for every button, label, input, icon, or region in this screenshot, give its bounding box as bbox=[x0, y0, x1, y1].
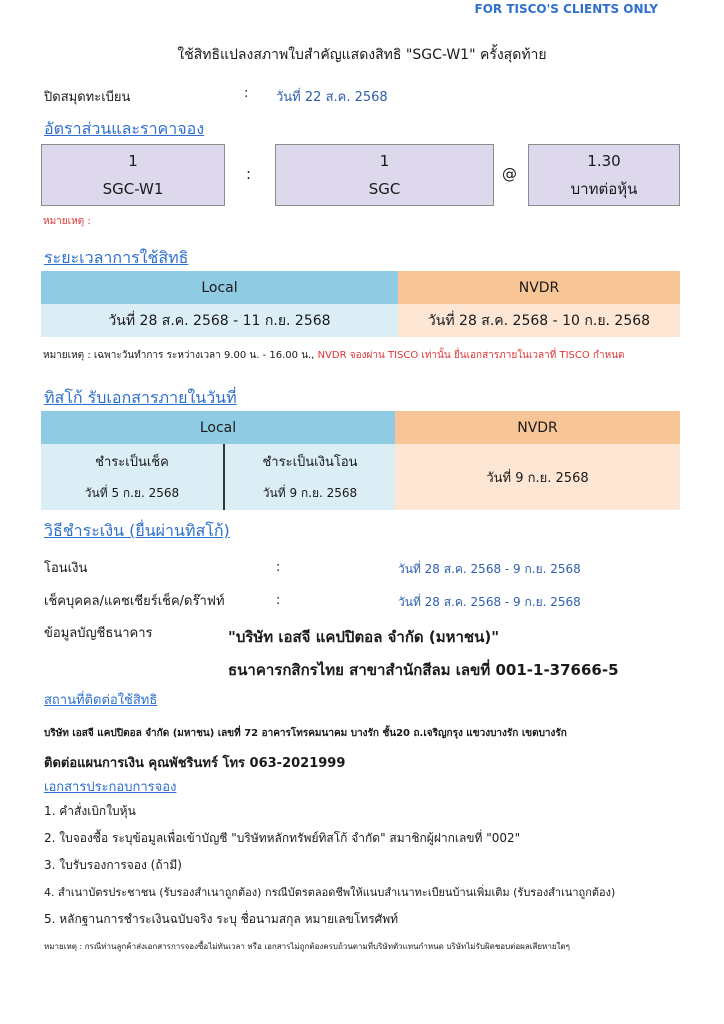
document-item-2: 2. ใบจองซื้อ ระบุข้อมูลเพื่อเข้าบัญชี "บริษัทหลักทรัพย์ทิสโก้ จำกัด" สมาชิกผู้ฝากเลขที่ "002" bbox=[44, 831, 521, 845]
period-nvdr-dates: วันที่ 28 ส.ค. 2568 - 10 ก.ย. 2568 bbox=[398, 304, 680, 337]
ratio-share-qty: 1 bbox=[379, 152, 390, 170]
period-nvdr-header: NVDR bbox=[398, 271, 680, 304]
ratio-warrant-name: SGC-W1 bbox=[102, 180, 164, 198]
payment-cheque-colon: : bbox=[276, 593, 281, 608]
ratio-note: หมายเหตุ : bbox=[43, 216, 91, 227]
deadline-table bbox=[41, 411, 680, 510]
period-heading: ระยะเวลาการใช้สิทธิ bbox=[44, 248, 189, 267]
contact-heading: สถานที่ติดต่อใช้สิทธิ bbox=[44, 693, 158, 708]
ratio-price-unit: บาทต่อหุ้น bbox=[570, 180, 638, 198]
ratio-warrant-box bbox=[41, 144, 225, 206]
deadline-heading: ทิสโก้ รับเอกสารภายในวันที่ bbox=[44, 388, 237, 407]
ratio-price-value: 1.30 bbox=[587, 152, 621, 170]
payment-cheque-dates: วันที่ 28 ส.ค. 2568 - 9 ก.ย. 2568 bbox=[398, 595, 581, 609]
document-item-4: 4. สำเนาบัตรประชาชน (รับรองสำเนาถูกต้อง) กรณีบัตรตลอดชีพให้แนบสำเนาทะเบียนบ้านเพิ่มเติม (รับรองสำเนาถูกต้อง) bbox=[44, 886, 616, 899]
ratio-share-name: SGC bbox=[368, 180, 401, 198]
document-item-5: 5. หลักฐานการชำระเงินฉบับจริง ระบุ ชื่อนามสกุล หมายเลขโทรศัพท์ bbox=[44, 912, 399, 926]
deadline-transfer-date: วันที่ 9 ก.ย. 2568 bbox=[262, 486, 358, 500]
deadline-local-header: Local bbox=[41, 411, 395, 444]
book-close-label: ปิดสมุดทะเบียน bbox=[44, 90, 131, 105]
deadline-nvdr-date: วันที่ 9 ก.ย. 2568 bbox=[395, 444, 680, 510]
ratio-price-box bbox=[528, 144, 680, 206]
payment-transfer-dates: วันที่ 28 ส.ค. 2568 - 9 ก.ย. 2568 bbox=[398, 562, 581, 576]
book-close-date: วันที่ 22 ส.ค. 2568 bbox=[276, 90, 388, 105]
period-table bbox=[41, 271, 680, 337]
deadline-cheque-date: วันที่ 5 ก.ย. 2568 bbox=[84, 486, 180, 500]
clients-only-note: FOR TISCO'S CLIENTS ONLY bbox=[474, 2, 658, 16]
deadline-transfer-label: ชำระเป็นเงินโอน bbox=[262, 455, 358, 470]
deadline-cheque-cell bbox=[41, 444, 224, 510]
documents-heading: เอกสารประกอบการจอง bbox=[44, 780, 177, 795]
deadline-nvdr-header: NVDR bbox=[395, 411, 680, 444]
payment-cheque-label: เช็คบุคคล/แคชเชียร์เช็ค/ดร๊าฟท์ bbox=[44, 594, 225, 609]
bank-info-label: ข้อมูลบัญชีธนาคาร bbox=[44, 626, 153, 641]
payment-heading: วิธีชำระเงิน (ยื่นผ่านทิสโก้) bbox=[44, 521, 230, 540]
bank-account-number: ธนาคารกสิกรไทย สาขาสำนักสีลม เลขที่ 001-1-37666-5 bbox=[228, 661, 619, 679]
contact-address: บริษัท เอสจี แคปปิตอล จำกัด (มหาชน) เลขที่ 72 อาคารโทรคมนาคม บางรัก ชั้น20 ถ.เจริญกรุง แขวงบางรัก เขตบางรัก bbox=[44, 728, 567, 739]
period-local-dates: วันที่ 28 ส.ค. 2568 - 11 ก.ย. 2568 bbox=[41, 304, 398, 337]
page-title: ใช้สิทธิแปลงสภาพใบสำคัญแสดงสิทธิ "SGC-W1" ครั้งสุดท้าย bbox=[177, 47, 547, 63]
ratio-colon: : bbox=[246, 165, 252, 183]
bank-account-name: "บริษัท เอสจี แคปปิตอล จำกัด (มหาชน)" bbox=[228, 628, 500, 646]
ratio-at-sign: @ bbox=[502, 165, 517, 183]
period-note-nvdr: NVDR จองผ่าน TISCO เท่านั้น ยื่นเอกสารภายในเวลาที่ TISCO กำหนด bbox=[317, 350, 625, 361]
payment-transfer-colon: : bbox=[276, 560, 281, 575]
book-close-colon: : bbox=[244, 86, 249, 101]
documents-footnote: หมายเหตุ : กรณีท่านลูกค้าส่งเอกสารการจองซื้อไม่ทันเวลา หรือ เอกสารไม่ถูกต้องครบถ้วนตามที่บริษัทตัวแทนกำหนด บริษัทไม่รับผิดชอบต่อผลเสียหายใดๆ bbox=[44, 942, 570, 951]
document-item-3: 3. ใบรับรองการจอง (ถ้ามี) bbox=[44, 858, 182, 872]
period-note bbox=[43, 348, 625, 363]
deadline-transfer-cell bbox=[224, 444, 395, 510]
ratio-warrant-qty: 1 bbox=[128, 152, 138, 170]
ratio-share-box bbox=[275, 144, 494, 206]
contact-phone: ติดต่อแผนการเงิน คุณพัชรินทร์ โทร 063-2021999 bbox=[44, 756, 346, 771]
payment-transfer-label: โอนเงิน bbox=[44, 561, 88, 576]
ratio-heading: อัตราส่วนและราคาจอง bbox=[44, 119, 205, 138]
document-item-1: 1. คำสั่งเบิกใบหุ้น bbox=[44, 804, 136, 818]
deadline-cheque-label: ชำระเป็นเช็ค bbox=[95, 455, 169, 470]
period-local-header: Local bbox=[41, 271, 398, 304]
period-note-hours: หมายเหตุ : เฉพาะวันทำการ ระหว่างเวลา 9.00 น. - 16.00 น., bbox=[43, 350, 318, 361]
